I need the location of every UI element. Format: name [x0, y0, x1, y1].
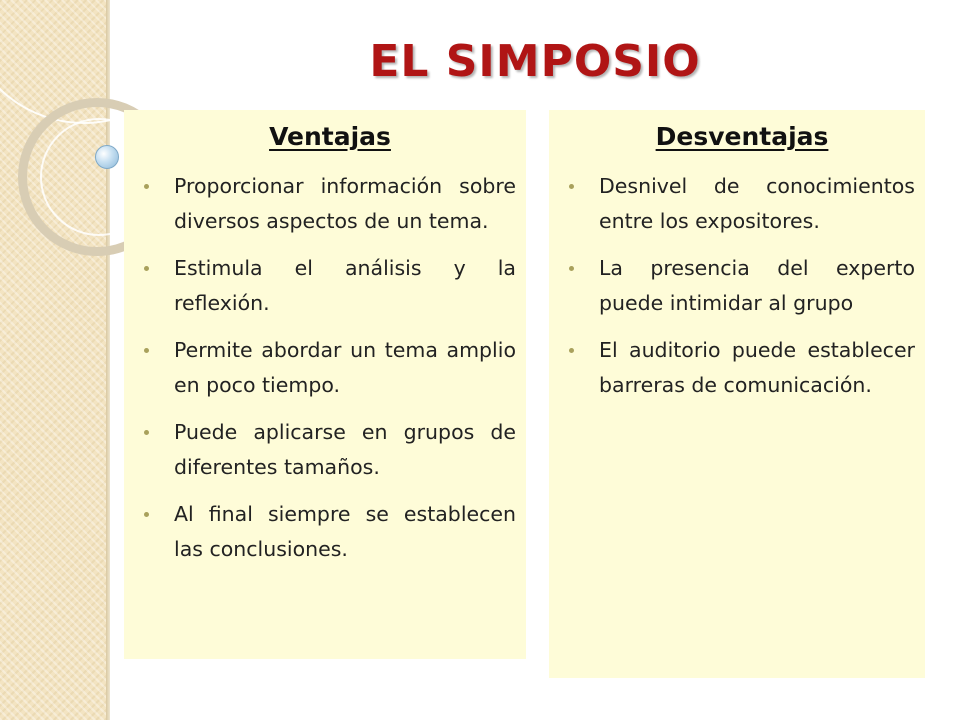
list-item: [569, 251, 915, 321]
list-item: [144, 169, 516, 239]
bullet-icon: [569, 348, 574, 353]
desventajas-heading: Desventajas: [655, 122, 829, 151]
list-item-text: Estimula el análisis y la reflexión.: [174, 256, 516, 315]
list-item-text: La presencia del experto puede intimidar al grupo: [599, 256, 915, 315]
list-item: [144, 251, 516, 321]
desventajas-panel: [549, 110, 925, 678]
list-item: [144, 333, 516, 403]
bullet-icon: [144, 512, 149, 517]
bullet-icon: [569, 266, 574, 271]
blue-sphere-icon: [95, 145, 119, 169]
bullet-icon: [144, 266, 149, 271]
bullet-icon: [569, 184, 574, 189]
list-item-text: Al final siempre se establecen las conclusiones.: [174, 502, 516, 561]
bullet-icon: [144, 184, 149, 189]
list-item-text: Proporcionar información sobre diversos aspectos de un tema.: [174, 174, 516, 233]
ventajas-panel: [124, 110, 526, 659]
list-item: [569, 169, 915, 239]
page-title: EL SIMPOSIO: [369, 36, 701, 87]
ventajas-list: [144, 169, 516, 567]
desventajas-list: [569, 169, 915, 403]
list-item-text: El auditorio puede establecer barreras de comunicación.: [599, 338, 915, 397]
list-item-text: Puede aplicarse en grupos de diferentes tamaños.: [174, 420, 516, 479]
bullet-icon: [144, 430, 149, 435]
ventajas-heading: Ventajas: [269, 122, 391, 151]
list-item: [144, 415, 516, 485]
list-item-text: Permite abordar un tema amplio en poco tiempo.: [174, 338, 516, 397]
bullet-icon: [144, 348, 149, 353]
list-item: [569, 333, 915, 403]
list-item: [144, 497, 516, 567]
list-item-text: Desnivel de conocimientos entre los expositores.: [599, 174, 915, 233]
